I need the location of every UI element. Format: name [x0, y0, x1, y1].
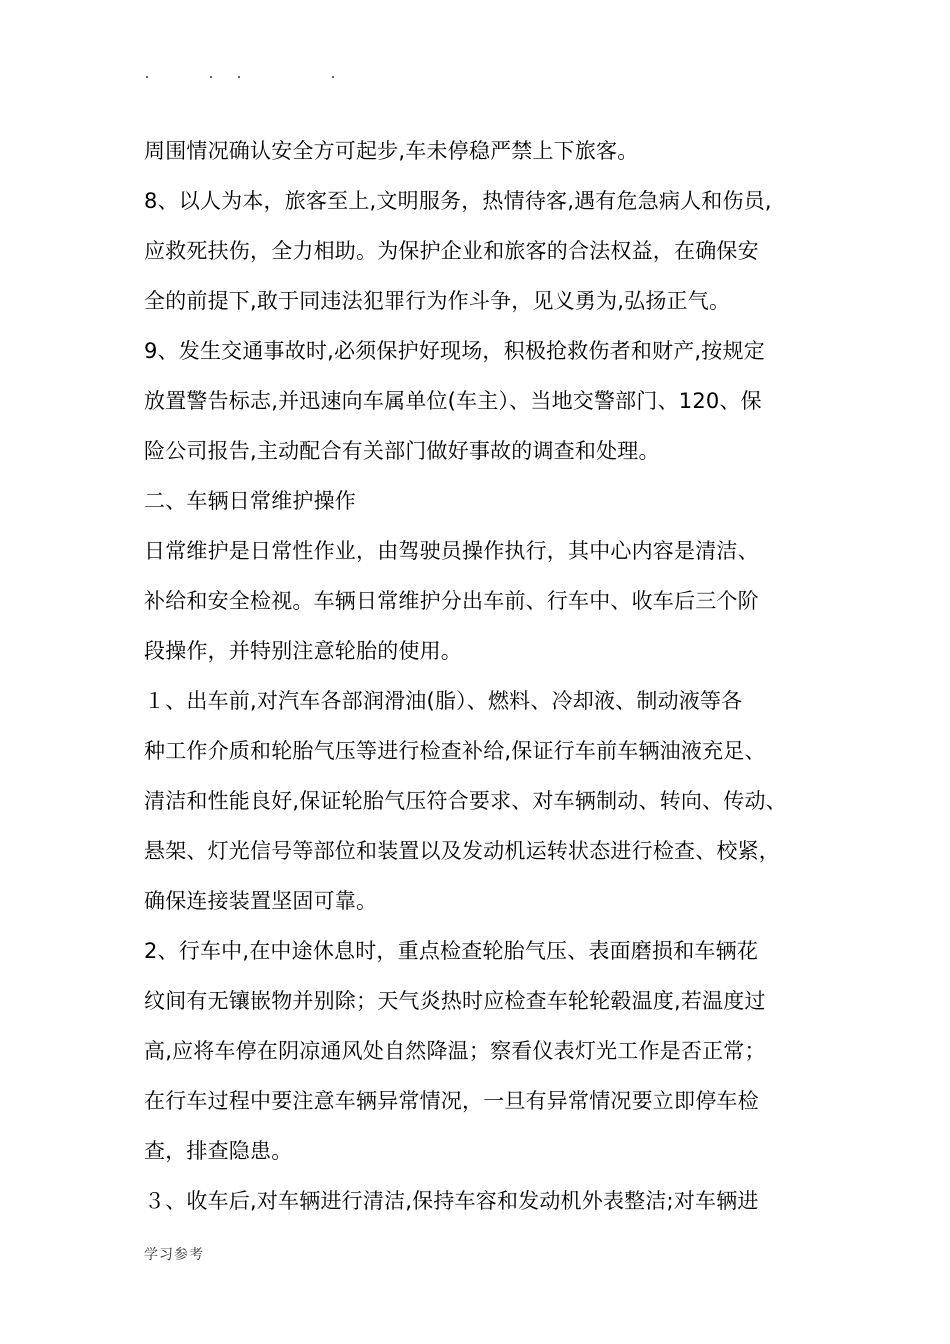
header-dot — [210, 76, 212, 78]
document-body — [144, 132, 824, 1232]
text-line: 日常维护是日常性作业，由驾驶员操作执行，其中心内容是清洁、 — [144, 539, 759, 563]
text-line: 高,应将车停在阴凉通风处自然降温；察看仪表灯光工作是否正常； — [144, 1039, 766, 1063]
footer-label: 学习参考 — [144, 1247, 204, 1263]
header-dot — [146, 76, 148, 78]
text-line: 查，排查隐患。 — [144, 1139, 293, 1163]
text-line: 种工作介质和轮胎气压等进行检查补给,保证行车前车辆油液充足、 — [144, 739, 766, 763]
text-line: １、出车前,对汽车各部润滑油(脂）、燃料、冷却液、制动液等各 — [144, 689, 743, 713]
text-line: 2、行车中,在中途休息时，重点检查轮胎气压、表面磨损和车辆花 — [144, 939, 759, 963]
text-line: 在行车过程中要注意车辆异常情况，一旦有异常情况要立即停车检 — [144, 1089, 759, 1113]
section-heading: 二、车辆日常维护操作 — [144, 489, 356, 513]
text-line: 周围情况确认安全方可起步,车未停稳严禁上下旅客。 — [144, 139, 639, 163]
text-line: 应救死扶伤，全力相助。为保护企业和旅客的合法权益，在确保安 — [144, 239, 759, 263]
header-dot-leaders — [144, 70, 344, 84]
text-line: 补给和安全检视。车辆日常维护分出车前、行车中、收车后三个阶 — [144, 589, 759, 613]
text-line: 放置警告标志,并迅速向车属单位(车主）、当地交警部门、120、保 — [144, 389, 762, 413]
text-line: 确保连接装置坚固可靠。 — [144, 889, 378, 913]
text-line: 险公司报告,主动配合有关部门做好事故的调查和处理。 — [144, 439, 660, 463]
header-dot — [332, 76, 334, 78]
text-line: 纹间有无镶嵌物并别除；天气炎热时应检查车轮轮毂温度,若温度过 — [144, 989, 766, 1013]
text-line: 段操作，并特别注意轮胎的使用。 — [144, 639, 462, 663]
text-line: 悬架、灯光信号等部位和装置以及发动机运转状态进行检查、校紧， — [144, 839, 780, 863]
text-line: 清洁和性能良好,保证轮胎气压符合要求、对车辆制动、转向、传动、 — [144, 789, 787, 813]
text-line: 全的前提下,敢于同违法犯罪行为作斗争，见义勇为,弘扬正气。 — [144, 289, 731, 313]
text-line: 9、发生交通事故时,必须保护好现场，积极抢救伤者和财产,按规定 — [144, 339, 765, 363]
header-dot — [238, 76, 240, 78]
text-line: ３、收车后,对车辆进行清洁,保持车容和发动机外表整洁;对车辆进 — [144, 1189, 759, 1213]
text-line: 8、以人为本，旅客至上,文明服务，热情待客,遇有危急病人和伤员, — [144, 189, 772, 213]
